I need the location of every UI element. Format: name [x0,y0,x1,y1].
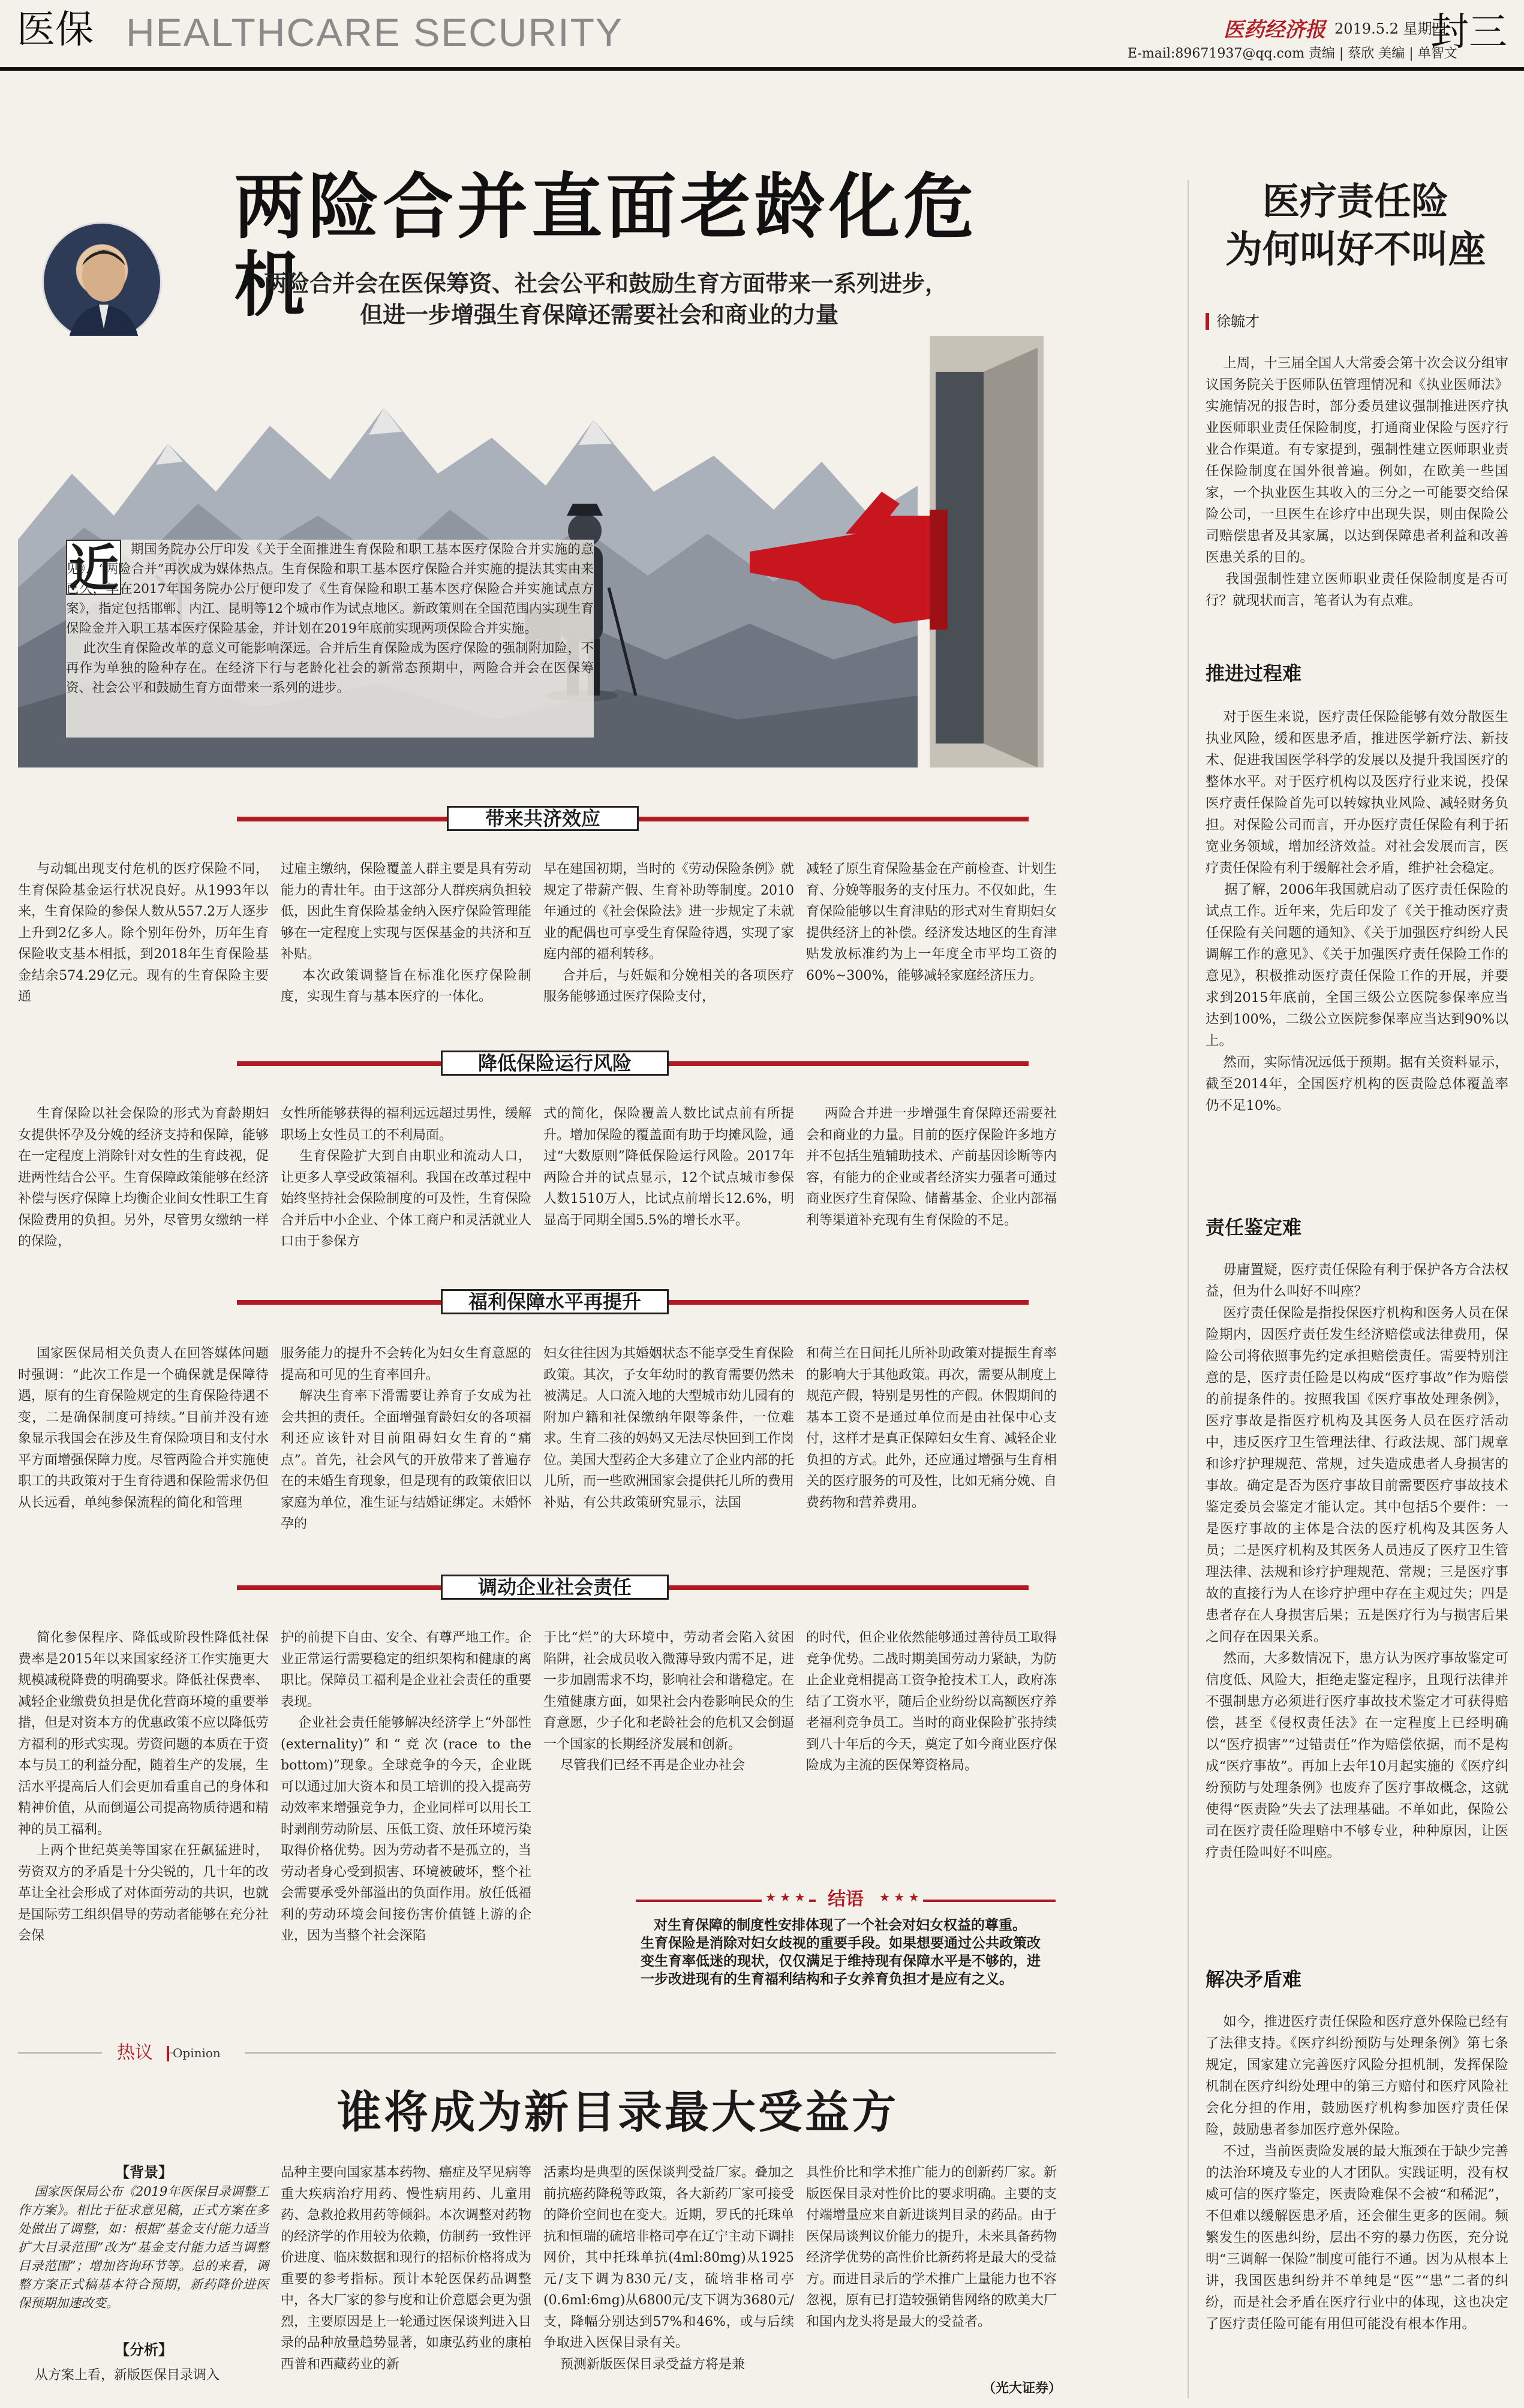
lede-text: 期国务院办公厅印发《关于全面推进生育保险和职工基本医疗保险合并实施的意见》，“两险合并”再次成为媒体热点。生育保险和职工基本医疗保险合并实施的提法其实由来已久，早在2017年国务院办公厅便印发了《生育保险和职工基本医疗保险合并实施试点方案》，指定包括邯郸、内江、昆明等12个城市作为试点地区。新政策则在全国范围内实现生育保险金并入职工基本医疗保险基金，并计划在2019年底前实现两项保险合并实施。 此次生育保险改革的意义可能影响深远。合并后生育保险成为医疗保险的强制附加险，不再作为单独的险种存在。在经济下行与老龄化社会的新常态预期中，两险合并会在医保筹资、社会公平和鼓励生育方面带来一系列的进步。 [66,542,594,696]
s2-col1: 生育保险以社会保险的形式为育龄期妇女提供怀孕及分娩的经济支持和保障，能够在一定程度上消除针对女性的生育歧视，促进两性结合公平。生育保障政策能够在经济补偿与医疗保障上均衡企业间女性职工生育保险费用的负担。另外，尽管男女缴纳一样的保险， [18,1106,269,1249]
sidebar-text-1: 对于医生来说，医疗责任保险能够有效分散医生执业风险，缓和医患矛盾，推进医学新疗法、新技术、促进我国医学科学的发展以及提升我国医疗的整体水平。对于医疗机构以及医疗行业来说，投保医疗责任保险首先可以转嫁执业风险、减轻财务负担。对保险公司而言，开办医疗责任保险有利于拓宽业务领域，增加经济效益。对社会发展而言，医疗责任保险有利于缓解社会矛盾，维护社会稳定。 据了解，2006年我国就启动了医疗责任保险的试点工作。近年来，先后印发了《关于推动医疗责任保险有关问题的通知》、《关于加强医疗纠纷人民调解工作的意见》、《关于加强医疗责任保险工作的意见》，积极推动医疗责任保险工作的开展，并要求到2015年底前，全国三级公立医院参保率应当达到100%，二级公立医院参保率应当达到90%以上。 然而，实际情况远低于预期。据有关资料显示，截至2014年，全国医疗机构的医责险总体覆盖率仍不足10%。 [1206,709,1509,1113]
opinion-tag-cn: 热议 [102,2041,168,2065]
background-text: 国家医保局公布《2019年医保目录调整工作方案》。相比于征求意见稿，正式方案在多处做出了调整，如：根据“基金支付能力适当扩大目录范围”改为“基金支付能力适当调整目录范围”；增加咨询环节等。总的来看，调整方案正式稿基本符合预期，新药降价进医保预期加速改变。 [18,2184,269,2310]
opinion-col3: 活素均是典型的医保谈判受益厂家。叠加之前抗癌药降税等政策，各大新药厂家可接受的降价空间也在变大。近期，罗氏的托珠单抗和恒瑞的硫培非格司亭在辽宁主动下调挂网价，其中托珠单抗(4ml:80mg)从1925元/支下调为830元/支，硫培非格司亭(0.6ml:6mg)从6800元/支下调为3680元/支，降幅分别达到57%和46%，或与后续争取进入医保目录有关。 预测新版医保目录受益方将是兼 [543,2165,795,2372]
s4-col2: 护的前提下自由、安全、有尊严地工作。企业正常运行需要稳定的组织架构和健康的离职比。保障员工福利是企业社会责任的重要表现。 企业社会责任能够解决经济学上“外部性(externality)”和“竞次(race to the bottom)”现象。全球竞争的今天，企业既可以通过加大资本和员工培训的投入提高劳动效率来增强竞争力，企业同样可以用长工时剥削劳动阶层、压低工资、放任环境污染取得价格优势。因为劳动者不是孤立的，当劳动者身心受到损害、环境被破坏，整个社会需要承受外部溢出的负面作用。放任低福利的劳动环境会间接伤害价值链上游的企业，因为当整个社会深陷 [281,1630,532,1943]
author-mark [1206,313,1209,330]
sidebar-text-3: 如今，推进医疗责任保险和医疗意外保险已经有了法律支持。《医疗纠纷预防与处理条例》第七条规定，国家建立完善医疗风险分担机制，发挥保险机制在医疗纠纷处理中的第三方赔付和医疗风险社会化分担的作用，鼓励医疗机构参加医疗责任保险，鼓励患者参加医疗意外保险。 不过，当前医责险发展的最大瓶颈在于缺少完善的法治环境及专业的人才团队。实践证明，没有权威可信的医疗鉴定，医责险难保不会被“和稀泥”，不但难以缓解医患矛盾，还会催生更多的医闹。频繁发生的医患纠纷，层出不穷的暴力伤医，充分说明“三调解一保险”制度可能行不通。因为从根本上讲，我国医患纠纷并不单纯是“医”“患”二者的纠纷，而是社会矛盾在医疗行业中的体现，这也决定了医疗责任险可能有用但可能没有根本作用。 [1206,2014,1508,2332]
sidebar-heading-1: 推进过程难 [1206,662,1302,685]
page-label: 封三 [1430,10,1507,55]
s3-col2: 服务能力的提升不会转化为妇女生育意愿的提高和可见的生育率回升。 解决生育率下滑需要让养育子女成为社会共担的责任。全面增强育龄妇女的各项福利还应该针对目前阻碍妇女生育的“痛点”。首先，社会风气的开放带来了普遍存在的未婚生育现象，但是现有的政策依旧以家庭为单位，准生证与结婚证绑定。未婚怀孕的 [281,1346,532,1531]
s1-col1: 与动辄出现支付危机的医疗保险不同，生育保险基金运行状况良好。从1993年以来，生育保险的参保人数从557.2万人逐步上升到2亿多人。除个别年份外，历年生育保险收支基本相抵，到2018年生育保险基金结余574.29亿元。现有的生育保险主要通 [18,862,269,1004]
section-heading-2 [237,1051,1029,1076]
s1-col4: 减轻了原生育保险基金在产前检查、计划生育、分娩等服务的支付压力。不仅如此，生育保险能够以生育津贴的形式对生育期妇女提供经济上的补偿。经济发达地区的生育津贴发放标准约为上一年度全市平均工资的60%~300%，能够减轻家庭经济压力。 [806,862,1057,983]
section-heading-3 [237,1289,1029,1314]
opinion-tag-mark [167,2046,169,2061]
background-label: 【背景】 [115,2163,173,2181]
opinion-title: 谁将成为新目录最大受益方 [337,2087,898,2138]
columnist-avatar [42,222,162,342]
sidebar-heading-3: 解决矛盾难 [1206,1968,1302,1991]
section-title-4: 调动企业社会责任 [441,1575,669,1600]
s4-col3: 于比“烂”的大环境中，劳动者会陷入贫困陷阱，社会成员收入微薄导致内需不足，进一步加剧需求不均，影响社会和谐稳定。在生殖健康方面，如果社会内卷影响民众的生育意愿，少子化和老龄社会的危机又会倒逼一个国家的长期经济发展和创新。 尽管我们已经不再是企业办社会 [543,1630,795,1773]
sidebar-author: 徐毓才 [1216,313,1260,330]
masthead-logo: 医药经济报 [1224,18,1325,42]
sidebar-heading-2: 责任鉴定难 [1206,1216,1302,1239]
analysis-intro: 从方案上看，新版医保目录调入 [18,2368,220,2383]
s2-col3: 式的简化，保险覆盖人数比试点前有所提升。增加保险的覆盖面有助于均摊风险，通过“大数原则”降低保险运行风险。2017年两险合并的试点显示，12个试点城市参保人数1510万人，比试点前增长12.6%，明显高于同期全国5.5%的增长水平。 [543,1106,795,1228]
section-heading-1 [237,806,1029,831]
s3-col4: 和荷兰在日间托儿所补助政策对提振生育率的影响大于其他政策。再次，需要从制度上规范产假，特别是男性的产假。休假期间的基本工资不是通过单位而是由社保中心支付，这样才是真正保障妇女生育、减轻企业负担的方式。此外，还应通过增强与生育相关的医疗服务的可及性，比如无痛分娩、自费药物和营养费用。 [806,1346,1057,1510]
s4-col1: 简化参保程序、降低或阶段性降低社保费率是2015年以来国家经济工作实施更大规模减税降费的明确要求。降低社保费率、减轻企业缴费负担是优化营商环境的重要举措，但是对资本方的优惠政策不应以降低劳方福利的形式实现。劳资问题的本质在于资本与员工的利益分配，随着生产的发展，生活水平提高后人们会更加看重自己的身体和精神价值，从而倒逼公司提高物质待遇和精神的员工福利。 上两个世纪英美等国家在狂飙猛进时，劳资双方的矛盾是十分尖锐的，几十年的改革让全社会形成了对体面劳动的共识，也就是国际劳工组织倡导的劳动者能够在充分社会保 [18,1630,269,1943]
section-name-en: HEALTHCARE SECURITY [126,10,623,55]
conclusion-line-3: 变生育率低迷的现状，仅仅满足于维持现有保障水平是不够的，进 [641,1953,1041,1969]
analysis-label: 【分析】 [115,2341,173,2358]
lede-block [66,540,594,738]
page-header [0,0,1524,60]
sidebar-title-1: 医疗责任险 [1262,179,1448,223]
sidebar-text-2: 毋庸置疑，医疗责任保险有利于保护各方合法权益，但为什么叫好不叫座？ 医疗责任保险是指投保医疗机构和医务人员在保险期内，因医疗责任发生经济赔偿或法律费用，保险公司将依照事先约定承担赔偿责任。需要特别注意的是，医疗责任险是以构成“医疗事故”作为赔偿的前提条件的。按照我国《医疗事故处理条例》，医疗事故是指医疗机构及其医务人员在医疗活动中，违反医疗卫生管理法律、行政法规、部门规章和诊疗护理规范、常规，过失造成患者人身损害的事故。确定是否为医疗事故目前需要医疗事故技术鉴定委员会鉴定才能认定。其中包括5个要件：一是医疗事故的主体是合法的医疗机构及其医务人员；二是医疗机构及其医务人员违反了医疗卫生管理法律、法规和诊疗护理规范、常规；三是医疗事故的直接行为人在诊疗护理中存在主观过失；四是患者存在人身损害后果；五是医疗行为与损害后果之间存在因果关系。 然而，大多数情况下，患方认为医疗事故鉴定可信度低、风险大，拒绝走鉴定程序，且现行法律并不强制患方必须进行医疗事故技术鉴定才可获得赔偿，甚至《侵权责任法》在一定程度上已经明确以“医疗损害”“过错责任”作为赔偿依据，而不是构成“医疗事故”。再加上去年10月起实施的《医疗纠纷预防与处理条例》也废弃了医疗事故概念，这就使得“医责险”失去了法理基础。不单如此，保险公司在医疗责任险理赔中不够专业，种种原因，让医疗责任险叫好不叫座。 [1206,1262,1508,1861]
conclusion-box [636,1889,1056,1991]
sidebar-divider [1188,180,1189,2398]
section-title-2: 降低保险运行风险 [441,1051,669,1076]
opinion-background [18,2162,269,2402]
s2-col4: 两险合并进一步增强生育保障还需要社会和商业的力量。目前的医疗保险许多地方并不包括生殖辅助技术、产前基因诊断等内容，有能力的企业或者经济实力强者可通过商业医疗生育保险、储蓄基金、企业内部福利等渠道补充现有生育保险的不足。 [806,1106,1057,1228]
s1-col3: 早在建国初期，当时的《劳动保险条例》就规定了带薪产假、生育补助等制度。2010年通过的《社会保险法》进一步规定了未就业的配偶也可享受生育保险待遇，实现了家庭内部的福利转移。 合并后，与妊娠和分娩相关的各项医疗服务能够通过医疗保险支付， [543,862,795,1004]
conclusion-line-2: 生育保险是消除对妇女歧视的重要手段。如果想要通过公共政策改 [641,1935,1041,1951]
opinion-tag-en: Opinion [173,2043,245,2063]
s2-col2: 女性所能够获得的福利远远超过男性，缓解职场上女性员工的不利局面。 生育保险扩大到自由职业和流动人口，让更多人享受政策福利。我国在改革过程中始终坚持社会保险制度的可及性，生育保险合并后中小企业、个体工商户和灵活就业人口由于参保方 [281,1106,532,1249]
conclusion-stars-right: ★ ★ ★ [876,1890,923,1904]
opinion-bar [18,2041,1056,2065]
s1-col2: 过雇主缴纳，保险覆盖人群主要是具有劳动能力的青壮年。由于这部分人群疾病负担较低，因此生育保险基金纳入医疗保险管理能够在一定程度上实现与医保基金的共济和互补贴。 本次政策调整旨在标准化医疗保险制度，实现生育与基本医疗的一体化。 [281,862,532,1004]
s3-col3: 妇女往往因为其婚姻状态不能享受生育保险政策。其次，子女年幼时的教育需要仍然未被满足。人口流入地的大型城市幼儿园有的附加户籍和社保缴纳年限等条件，一位难求。生育二孩的妈妈又无法尽快回到工作岗位。美国大型药企大多建立了企业内部的托儿所，而一些欧洲国家会提供托儿所的费用补贴，有公共政策研究显示，法国 [543,1346,795,1510]
opinion-col4: 具性价比和学术推广能力的创新药厂家。新版医保目录对性价比的要求明确。主要的支付端增量应来自新进谈判目录的药品。由于医保局谈判议价能力的提升，未来具备药物经济学优势的高性价比新药将是最大的受益方。而进目录后的学术推广上量能力也不容忽视，原有已打造较强销售网络的欧美大厂和国内龙头将是最大的受益者。 [806,2165,1057,2329]
conclusion-line-4: 一步改进现有的生育福利结构和子女养育负担才是应有之义。 [641,1971,1013,1987]
section-name-cn: 医保 [17,8,94,52]
lede-dropcap: 近 [66,540,121,595]
header-rule [0,67,1524,71]
section-title-3: 福利保障水平再提升 [441,1289,669,1314]
conclusion-label: 结语 [816,1889,876,1910]
main-subtitle-2: 但进一步增强生育保障还需要社会和商业的力量 [360,301,839,328]
contact-line: E-mail:89671937@qq.com 责编 | 蔡欣 美编 | 单智文 [1128,46,1457,61]
main-subtitle-1: 两险合并会在医保筹资、社会公平和鼓励生育方面带来一系列进步， [264,270,948,297]
issue-date: 2019.5.2 星期四 [1334,20,1447,37]
sidebar-title-2: 为何叫好不叫座 [1225,227,1486,271]
section-heading-4 [237,1575,1029,1600]
main-title: 两险合并直面老龄化危机 [234,165,978,326]
section-title-1: 带来共济效应 [447,806,639,831]
s4-col4: 的时代，但企业依然能够通过善待员工取得竞争优势。二战时期美国劳动力紧缺，为防止企业竞相提高工资争抢技术工人，政府冻结了工资水平，随后企业纷纷以高额医疗养老福利竞争员工。当时的商业保险扩张持续到八十年后的今天，奠定了如今商业医疗保险成为主流的医保筹资格局。 [806,1630,1057,1773]
conclusion-stars-left: ★ ★ ★ [762,1890,809,1904]
person-icon [44,224,164,344]
opinion-credit: （光大证券） [982,2380,1062,2396]
s3-col1: 国家医保局相关负责人在回答媒体问题时强调：“此次工作是一个确保就是保障待遇，原有的生育保险规定的生育保险待遇不变，二是确保制度可持续。”目前并没有迹象显示我国会在涉及生育保险项目和支付水平方面增强保障力度。尽管两险合并实施使职工的共政策对于生育待遇和保险需求仍但从长远看，单纯参保流程的简化和管理 [18,1346,269,1510]
sidebar-intro: 上周，十三届全国人大常委会第十次会议分组审议国务院关于医师队伍管理情况和《执业医师法》实施情况的报告时，部分委员建议强制推进医疗执业医师职业责任保险制度，打通商业保险与医疗行业合作渠道。有专家提到，强制性建立医师职业责任保险制度在国外很普遍。例如，在欧美一些国家，一个执业医生其收入的三分之一可能要交给保险公司，一旦医生在诊疗中出现失误，则由保险公司赔偿患者及其家属，以达到保障患者利益和改善医患关系的目的。 我国强制性建立医师职业责任保险制度是否可行？就现状而言，笔者认为有点难。 [1206,356,1508,609]
conclusion-line-1: 对生育保障的制度性安排体现了一个社会对妇女权益的尊重。 [654,1917,1026,1933]
opinion-col2: 品种主要向国家基本药物、癌症及罕见病等重大疾病治疗用药、慢性病用药、儿童用药、急救抢救用药等倾斜。本次调整对药物的经济学的作用较为依赖，仿制药一致性评价进度、临床数据和现行的招标价格将成为重要的参考指标。预计本轮医保药品调整中，各大厂家的参与度和让价意愿会更为强烈，主要原因是上一轮通过医保谈判进入目录的品种放量趋势显著，如康弘药业的康柏西普和西藏药业的新 [281,2165,532,2372]
